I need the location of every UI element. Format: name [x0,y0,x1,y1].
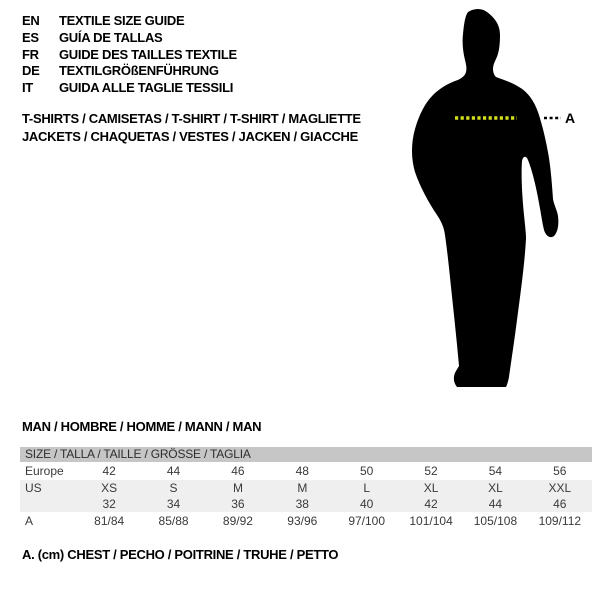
measurement-footnote: A. (cm) CHEST / PECHO / POITRINE / TRUHE / PETTO [22,547,339,562]
size-cell: 85/88 [158,514,189,528]
size-cell: 46 [553,497,567,511]
language-label: TEXTILE SIZE GUIDE [59,13,185,28]
man-figure [405,5,580,395]
size-cell: 97/100 [348,514,386,528]
table-row-europe [20,462,592,480]
language-code: DE [22,63,40,79]
size-cell: M [232,481,243,495]
size-cell: 81/84 [94,514,125,528]
language-row [22,13,237,30]
size-cell: S [169,481,178,495]
size-cell: 93/96 [287,514,318,528]
size-cell: XL [488,481,503,495]
size-cell: 44 [166,464,181,478]
size-cell: 52 [424,464,438,478]
language-row [22,47,237,64]
size-cell: 42 [424,497,438,511]
size-cell: 46 [231,464,245,478]
size-cell: 89/92 [222,514,253,528]
size-cell: XXL [548,481,572,495]
size-cell: 38 [295,497,309,511]
language-label: TEXTILGRÖßENFÜHRUNG [59,63,219,79]
language-code: EN [22,13,40,28]
language-code: FR [22,46,39,62]
size-cell: 109/112 [538,514,582,528]
table-row-chest-cm [20,512,592,530]
language-list [22,13,237,97]
language-code: IT [22,80,33,96]
section-title-man: MAN / HOMBRE / HOMME / MANN / MAN [22,419,262,434]
category-line-jackets: JACKETS / CHAQUETAS / VESTES / JACKEN / GIACCHE [22,129,358,144]
language-row [22,80,237,97]
size-cell: 105/108 [473,514,518,528]
row-label: Europe [25,464,64,478]
measure-label-a: A [565,110,576,126]
size-cell: 50 [360,464,374,478]
man-silhouette-shape [412,9,558,387]
size-cell: 32 [102,497,116,511]
table-row-us-letters [20,480,592,497]
table-row-us-numeric [20,497,592,512]
language-label: GUÍA DE TALLAS [59,29,163,45]
language-row [22,63,237,80]
category-line-tshirts: T-SHIRTS / CAMISETAS / T-SHIRT / T-SHIRT / MAGLIETTE [22,111,361,126]
size-table-header: SIZE / TALLA / TAILLE / GRÖSSE / TAGLIA [20,447,592,462]
row-label: US [25,481,42,495]
man-silhouette [405,5,580,395]
size-cell: 48 [295,464,309,478]
language-row [22,30,237,47]
size-cell: 44 [488,497,503,511]
size-cell: 40 [360,497,374,511]
row-label [20,497,77,512]
language-code: ES [22,29,39,45]
language-label: GUIDE DES TAILLES TEXTILE [59,46,237,62]
size-cell: 54 [488,464,503,478]
category-list [22,110,361,146]
size-cell: 36 [231,497,245,511]
size-cell: 56 [553,464,567,478]
size-cell: M [297,481,308,495]
size-cell: 34 [166,497,181,511]
size-table [20,447,592,530]
language-label: GUIDA ALLE TAGLIE TESSILI [59,80,234,96]
size-cell: XS [101,481,118,495]
size-cell: XL [423,481,439,495]
size-cell: L [363,481,371,495]
size-cell: 101/104 [409,514,453,528]
size-cell: 42 [102,464,116,478]
row-label: A [25,514,34,528]
